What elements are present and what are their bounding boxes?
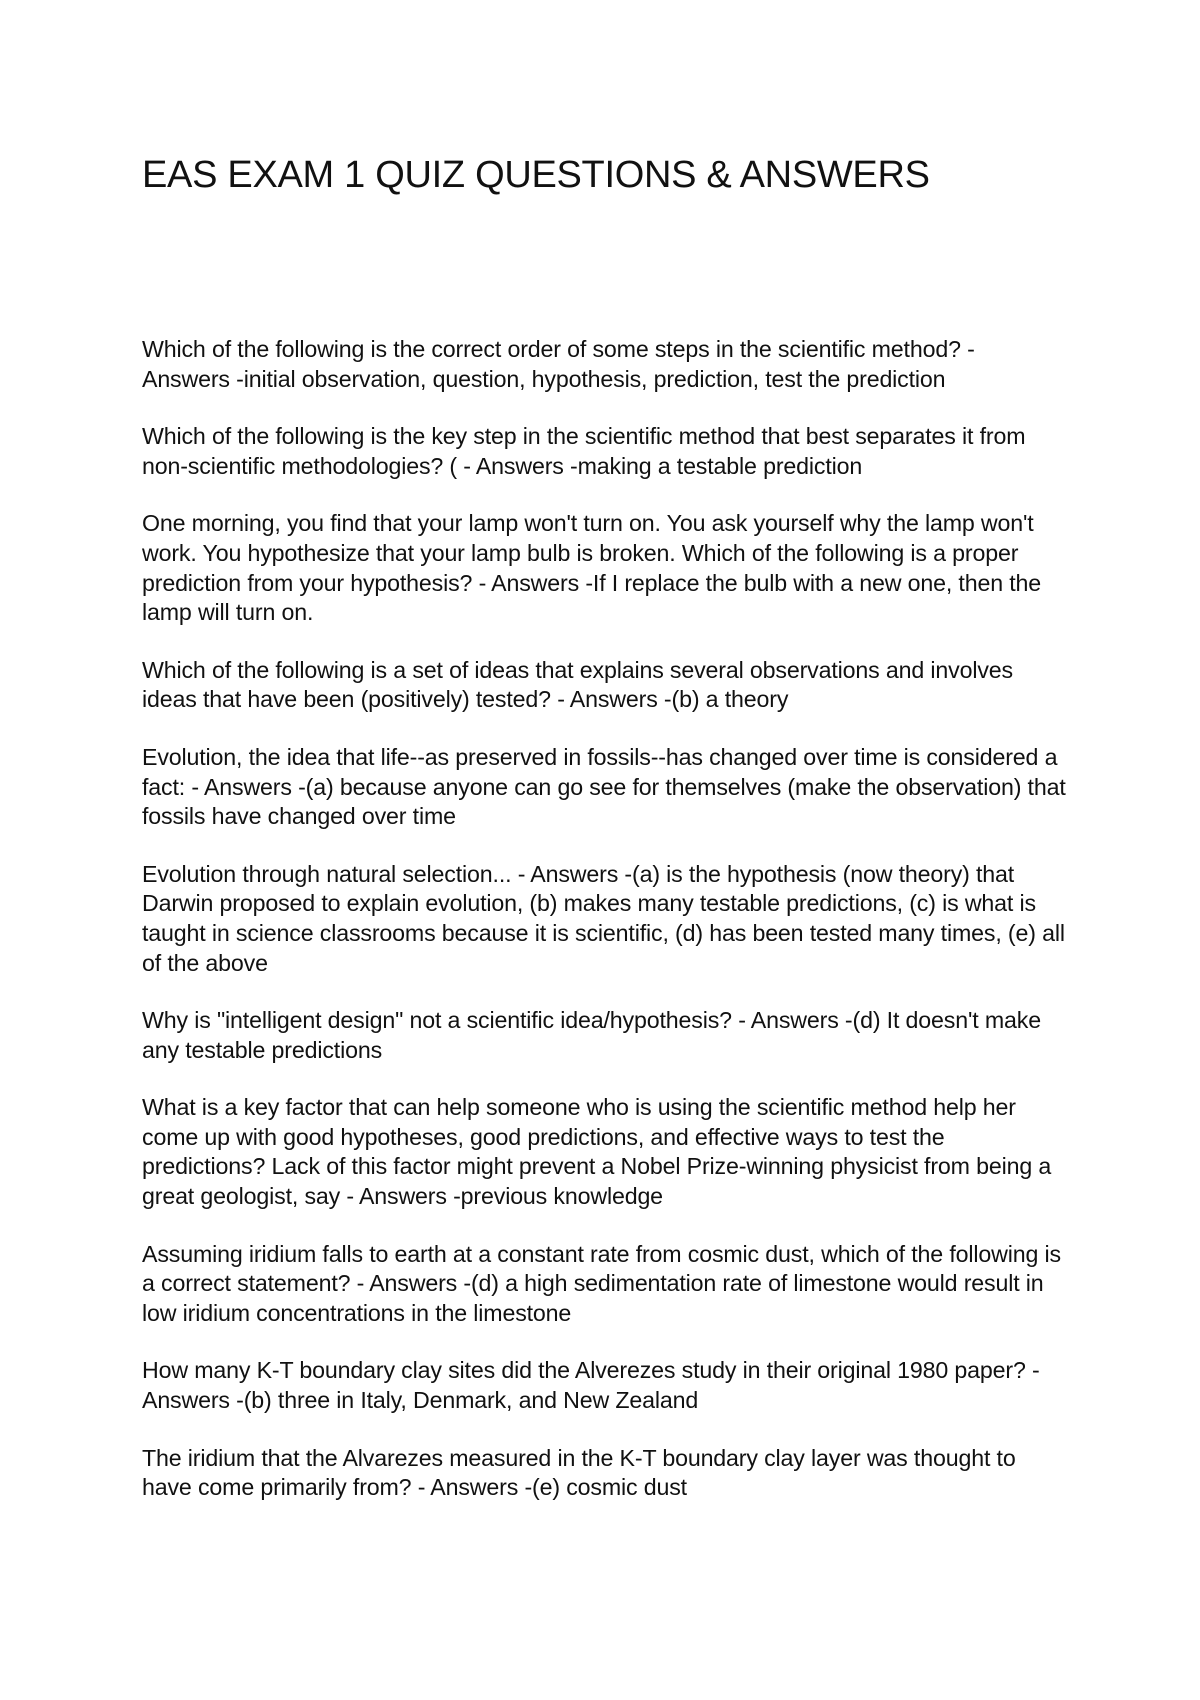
qa-item [142, 509, 1067, 627]
qa-text: One morning, you find that your lamp won't turn on. You ask yourself why the lamp won't work. You hypothesize that your lamp bulb is broken. Which of the following is a proper prediction from your hypothesis? - Answers -If I replace the bulb with a new one, then the lamp will turn on. [142, 510, 1042, 626]
qa-text: How many K-T boundary clay sites did the Alverezes study in their original 1980 paper? - Answers -(b) three in Italy, Denmark, and New Zealand [142, 1357, 1040, 1414]
qa-item [142, 1093, 1067, 1211]
qa-item [142, 656, 1067, 715]
qa-item [142, 1240, 1067, 1329]
qa-item [142, 1006, 1067, 1065]
qa-list [142, 335, 1067, 1531]
qa-text: Evolution, the idea that life--as preserved in fossils--has changed over time is considered a fact: - Answers -(a) because anyone can go see for themselves (make the observation) that fossils have changed over time [142, 743, 1066, 830]
document-title: EAS EXAM 1 QUIZ QUESTIONS & ANSWERS [142, 154, 930, 196]
qa-item [142, 1444, 1067, 1503]
qa-text: Evolution through natural selection... - Answers -(a) is the hypothesis (now theory) that Darwin proposed to explain evolution, (b) makes many testable predictions, (c) is what is taught in science classrooms because it is scientific, (d) has been tested many times, (e) all of the above [142, 860, 1065, 976]
qa-item [142, 743, 1067, 832]
qa-item [142, 860, 1067, 978]
qa-text: Which of the following is the correct order of some steps in the scientific method? - Answers -initial observation, question, hypothesis, prediction, test the prediction [142, 336, 975, 392]
qa-text: Which of the following is the key step in the scientific method that best separates it from non-scientific methodologies? ( - Answers -making a testable prediction [142, 423, 1026, 479]
qa-item [142, 1356, 1067, 1415]
qa-text: Which of the following is a set of ideas that explains several observations and involves ideas that have been (positively) tested? - Answers -(b) a theory [142, 656, 1013, 713]
qa-text: Assuming iridium falls to earth at a constant rate from cosmic dust, which of the following is a correct statement? - Answers -(d) a high sedimentation rate of limestone would result in low iridium concentrations in the limestone [142, 1240, 1061, 1326]
qa-text: Why is "intelligent design" not a scientific idea/hypothesis? - Answers -(d) It doesn't make any testable predictions [142, 1007, 1041, 1063]
qa-item [142, 422, 1067, 481]
qa-item [142, 335, 1067, 394]
qa-text: What is a key factor that can help someone who is using the scientific method help her come up with good hypotheses, good predictions, and effective ways to test the predictions? Lack of this factor might prevent a Nobel Prize-winning physicist from being a great geologist, say - Answers -previous knowledge [142, 1094, 1052, 1210]
qa-text: The iridium that the Alvarezes measured in the K-T boundary clay layer was thought to have come primarily from? - Answers -(e) cosmic dust [142, 1444, 1016, 1501]
